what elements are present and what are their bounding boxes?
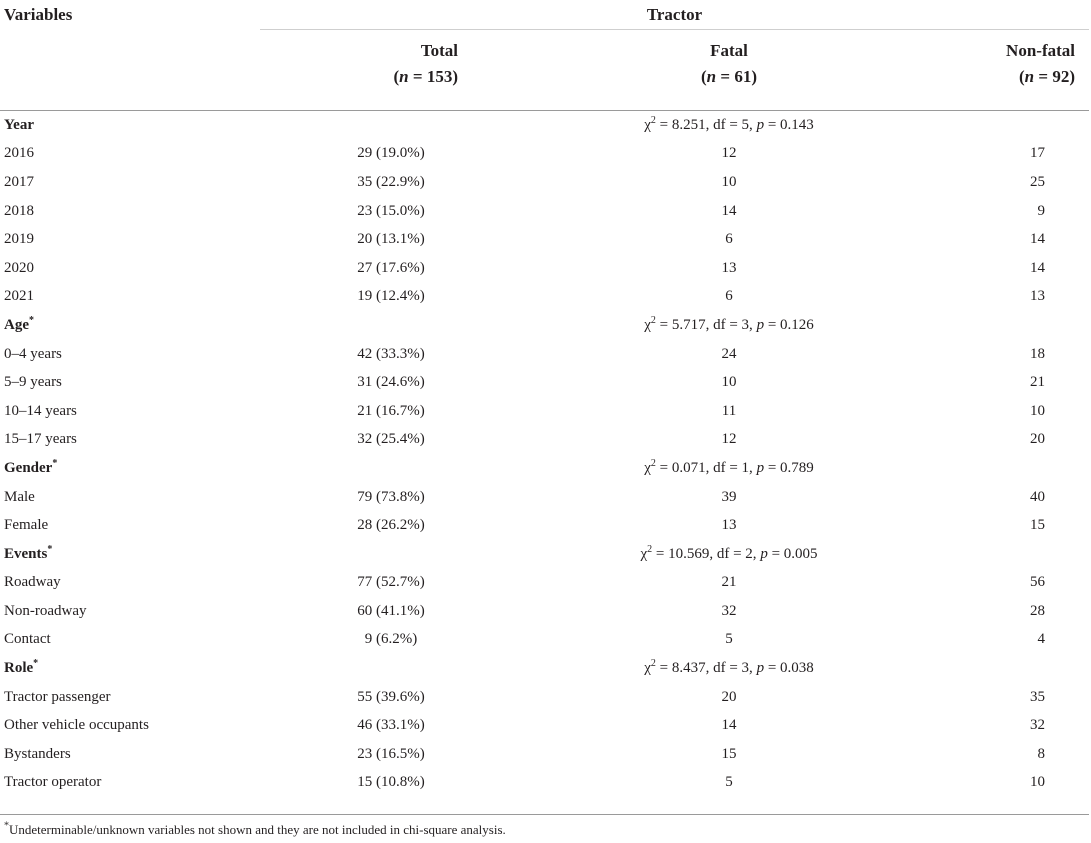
section-row bbox=[0, 111, 1089, 140]
header-spacer bbox=[0, 30, 260, 111]
table-body bbox=[0, 111, 1089, 797]
fatal-cell: 13 bbox=[721, 259, 737, 276]
section-nonfatal-empty bbox=[986, 454, 1089, 483]
table-row bbox=[0, 740, 1089, 769]
nonfatal-cell: 9 bbox=[1037, 202, 1045, 219]
section-row bbox=[0, 654, 1089, 683]
total-cell: 32 (25.4%) bbox=[357, 431, 425, 448]
nonfatal-cell: 4 bbox=[1037, 631, 1045, 648]
total-cell: 28 (26.2%) bbox=[357, 517, 425, 534]
header-row-columns bbox=[0, 30, 1089, 111]
fatal-cell: 5 bbox=[725, 631, 733, 648]
fatal-cell: 32 bbox=[721, 602, 737, 619]
row-label: Tractor operator bbox=[4, 774, 102, 791]
table-row bbox=[0, 140, 1089, 169]
nonfatal-column-header bbox=[986, 30, 1089, 111]
table-row bbox=[0, 769, 1089, 798]
table-row bbox=[0, 711, 1089, 740]
fatal-cell: 14 bbox=[721, 717, 737, 734]
fatal-cell: 5 bbox=[725, 774, 733, 791]
fatal-cell: 11 bbox=[721, 402, 737, 419]
row-label: Roadway bbox=[4, 574, 61, 591]
nonfatal-cell: 56 bbox=[1030, 574, 1045, 591]
table-row bbox=[0, 569, 1089, 598]
section-total-empty bbox=[260, 454, 472, 483]
nonfatal-cell: 17 bbox=[1030, 145, 1045, 162]
table-row bbox=[0, 254, 1089, 283]
section-title: Year bbox=[4, 116, 34, 133]
row-label: 2021 bbox=[4, 288, 34, 305]
footnote-rule bbox=[0, 814, 1089, 815]
section-row bbox=[0, 454, 1089, 483]
tractor-group-header: Tractor bbox=[260, 0, 1089, 30]
table-row bbox=[0, 168, 1089, 197]
row-label: Contact bbox=[4, 631, 51, 648]
header-row-group bbox=[0, 0, 1089, 30]
nonfatal-cell: 14 bbox=[1030, 231, 1045, 248]
row-label: 0–4 years bbox=[4, 345, 62, 362]
total-cell: 29 (19.0%) bbox=[357, 145, 425, 162]
chi-square-stat: $\chi^2 = 5.717$, df = 3, p = 0.126 bbox=[644, 314, 814, 333]
fatal-cell: 10 bbox=[721, 374, 737, 391]
table-row bbox=[0, 626, 1089, 655]
nonfatal-cell: 10 bbox=[1030, 402, 1045, 419]
variables-header: Variables bbox=[4, 4, 73, 24]
section-nonfatal-empty bbox=[986, 311, 1089, 340]
section-row bbox=[0, 540, 1089, 569]
nonfatal-cell: 21 bbox=[1030, 374, 1045, 391]
section-total-empty bbox=[260, 111, 472, 140]
fatal-cell: 14 bbox=[721, 202, 737, 219]
nonfatal-cell: 25 bbox=[1030, 173, 1045, 190]
table-row bbox=[0, 426, 1089, 455]
nonfatal-cell: 15 bbox=[1030, 517, 1045, 534]
total-cell: 23 (16.5%) bbox=[357, 745, 425, 762]
nonfatal-cell: 10 bbox=[1030, 774, 1045, 791]
total-column-label: Total bbox=[420, 41, 458, 60]
section-title: Events* bbox=[4, 543, 53, 562]
fatal-cell: 6 bbox=[725, 231, 733, 248]
fatal-cell: 12 bbox=[721, 145, 737, 162]
row-label: Other vehicle occupants bbox=[4, 717, 149, 734]
nonfatal-cell: 8 bbox=[1037, 745, 1045, 762]
table-row bbox=[0, 683, 1089, 712]
table-row bbox=[0, 283, 1089, 312]
row-label: 2020 bbox=[4, 259, 34, 276]
nonfatal-cell: 13 bbox=[1030, 288, 1045, 305]
table-row bbox=[0, 340, 1089, 369]
section-nonfatal-empty bbox=[986, 540, 1089, 569]
row-label: 2017 bbox=[4, 173, 34, 190]
section-total-empty bbox=[260, 311, 472, 340]
fatal-cell: 10 bbox=[721, 173, 737, 190]
fatal-cell: 6 bbox=[725, 288, 733, 305]
row-label: Bystanders bbox=[4, 745, 71, 762]
nonfatal-column-label: Non-fatal bbox=[1006, 41, 1075, 60]
total-cell: 79 (73.8%) bbox=[357, 488, 425, 505]
table-row bbox=[0, 197, 1089, 226]
nonfatal-cell: 20 bbox=[1030, 431, 1045, 448]
total-column-n: (n = 153) bbox=[393, 67, 458, 86]
fatal-column-label: Fatal bbox=[710, 41, 748, 60]
nonfatal-cell: 32 bbox=[1030, 717, 1045, 734]
fatal-cell: 20 bbox=[721, 688, 737, 705]
total-cell: 55 (39.6%) bbox=[357, 688, 425, 705]
chi-square-stat: $\chi^2 = 8.251$, df = 5, p = 0.143 bbox=[644, 114, 814, 133]
table-row bbox=[0, 397, 1089, 426]
footnote: *Undeterminable/unknown variables not shown and they are not included in chi-square analysis. bbox=[4, 820, 506, 837]
row-label: 15–17 years bbox=[4, 431, 77, 448]
row-label: 2018 bbox=[4, 202, 34, 219]
nonfatal-cell: 18 bbox=[1030, 345, 1045, 362]
chi-square-stat: $\chi^2 = 10.569$, df = 2, p = 0.005 bbox=[640, 543, 818, 562]
section-title: Role* bbox=[4, 658, 39, 677]
total-cell: 77 (52.7%) bbox=[357, 574, 425, 591]
table-row bbox=[0, 483, 1089, 512]
total-cell: 60 (41.1%) bbox=[357, 602, 425, 619]
section-title: Age* bbox=[4, 314, 34, 333]
total-cell: 46 (33.1%) bbox=[357, 717, 425, 734]
nonfatal-cell: 35 bbox=[1030, 688, 1045, 705]
fatal-cell: 39 bbox=[721, 488, 737, 505]
section-nonfatal-empty bbox=[986, 111, 1089, 140]
total-cell: 19 (12.4%) bbox=[357, 288, 425, 305]
total-cell: 23 (15.0%) bbox=[357, 202, 425, 219]
row-label: 2019 bbox=[4, 231, 34, 248]
table-row bbox=[0, 225, 1089, 254]
row-label: Male bbox=[4, 488, 35, 505]
row-label: Tractor passenger bbox=[4, 688, 111, 705]
total-cell: 9 (6.2%) bbox=[364, 631, 418, 648]
chi-square-stat: $\chi^2 = 0.071$, df = 1, p = 0.789 bbox=[644, 457, 814, 476]
row-label: 10–14 years bbox=[4, 402, 77, 419]
fatal-cell: 24 bbox=[721, 345, 737, 362]
nonfatal-cell: 28 bbox=[1030, 602, 1045, 619]
nonfatal-column-n: (n = 92) bbox=[1019, 67, 1075, 86]
nonfatal-cell: 40 bbox=[1030, 488, 1045, 505]
table-row bbox=[0, 511, 1089, 540]
section-nonfatal-empty bbox=[986, 654, 1089, 683]
total-cell: 21 (16.7%) bbox=[357, 402, 425, 419]
fatal-cell: 15 bbox=[721, 745, 737, 762]
section-row bbox=[0, 311, 1089, 340]
table-header bbox=[0, 0, 1089, 111]
section-total-empty bbox=[260, 654, 472, 683]
nonfatal-cell: 14 bbox=[1030, 259, 1045, 276]
section-total-empty bbox=[260, 540, 472, 569]
row-label: 5–9 years bbox=[4, 374, 62, 391]
row-label: Female bbox=[4, 517, 49, 534]
total-column-header bbox=[260, 30, 472, 111]
table-row bbox=[0, 597, 1089, 626]
chi-square-stat: $\chi^2 = 8.437$, df = 3, p = 0.038 bbox=[644, 658, 814, 677]
total-cell: 35 (22.9%) bbox=[357, 173, 425, 190]
total-cell: 20 (13.1%) bbox=[357, 231, 425, 248]
total-cell: 42 (33.3%) bbox=[357, 345, 425, 362]
total-cell: 27 (17.6%) bbox=[357, 259, 425, 276]
row-label: 2016 bbox=[4, 145, 34, 162]
fatal-cell: 12 bbox=[721, 431, 737, 448]
table-row bbox=[0, 368, 1089, 397]
fatal-column-n: (n = 61) bbox=[701, 67, 757, 86]
row-label: Non-roadway bbox=[4, 602, 87, 619]
section-title: Gender* bbox=[4, 457, 58, 476]
fatal-column-header bbox=[472, 30, 986, 111]
total-cell: 15 (10.8%) bbox=[357, 774, 425, 791]
total-cell: 31 (24.6%) bbox=[357, 374, 425, 391]
fatal-cell: 21 bbox=[721, 574, 737, 591]
fatal-cell: 13 bbox=[721, 517, 737, 534]
